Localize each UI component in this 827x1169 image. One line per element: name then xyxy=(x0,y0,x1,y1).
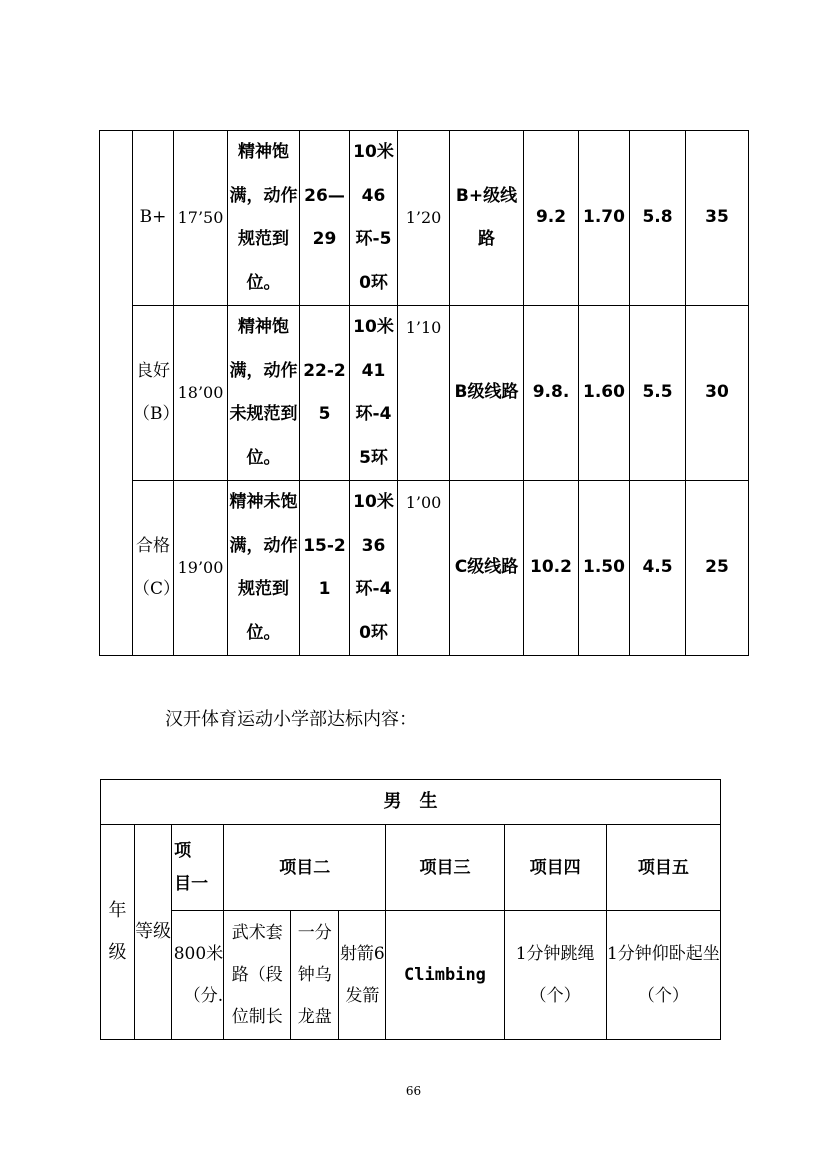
value-cell: 5.5 xyxy=(630,306,686,481)
table-row xyxy=(100,131,749,306)
standards-table-top xyxy=(99,130,749,656)
ring-cell: 10米46环-50环 xyxy=(350,131,398,306)
climbing-header: Climbing xyxy=(386,911,504,1040)
year-cell xyxy=(100,131,133,306)
wushu-header: 武术套路（段位制长 xyxy=(224,911,291,1040)
level-header: 等级 xyxy=(135,825,172,1040)
value-cell: 1.50 xyxy=(579,481,630,656)
item4-header: 项目四 xyxy=(504,825,606,911)
item3-header: 项目三 xyxy=(386,825,504,911)
page-number: 66 xyxy=(405,1084,422,1098)
route-cell: B级线路 xyxy=(450,306,524,481)
item5-header: 项目五 xyxy=(606,825,720,911)
boys-standards-table xyxy=(100,779,721,1040)
wulongpan-header: 一分钟乌龙盘 xyxy=(291,911,339,1040)
spirit-cell: 精神饱满，动作未规范到位。 xyxy=(228,306,300,481)
table-row xyxy=(101,911,721,1040)
grade-cell: 合格（C） xyxy=(133,481,174,656)
value-cell: 30 xyxy=(686,306,749,481)
value-cell: 1.70 xyxy=(579,131,630,306)
time-cell: 17’50 xyxy=(174,131,228,306)
spirit-cell: 精神饱满，动作规范到位。 xyxy=(228,131,300,306)
year-cell xyxy=(100,306,133,481)
route-cell: C级线路 xyxy=(450,481,524,656)
time2-cell: 1’00 xyxy=(398,481,450,656)
value-cell: 5.8 xyxy=(630,131,686,306)
time-cell: 18’00 xyxy=(174,306,228,481)
grade-cell: 良好（B） xyxy=(133,306,174,481)
time2-cell: 1’20 xyxy=(398,131,450,306)
value-cell: 1.60 xyxy=(579,306,630,481)
value-cell: 9.2 xyxy=(524,131,579,306)
value-cell: 25 xyxy=(686,481,749,656)
grade-year-header: 年级 xyxy=(101,825,135,1040)
situp-header: 1分钟仰卧起坐（个） xyxy=(606,911,720,1040)
table-row xyxy=(101,780,721,825)
800m-header: 800米（分. xyxy=(172,911,224,1040)
year-cell xyxy=(100,481,133,656)
value-cell: 4.5 xyxy=(630,481,686,656)
count-cell: 22-25 xyxy=(300,306,350,481)
jump-rope-header: 1分钟跳绳（个） xyxy=(504,911,606,1040)
ring-cell: 10米41环-45环 xyxy=(350,306,398,481)
spirit-cell: 精神未饱满，动作规范到位。 xyxy=(228,481,300,656)
value-cell: 9.8. xyxy=(524,306,579,481)
grade-cell: B+ xyxy=(133,131,174,306)
item2-header: 项目二 xyxy=(224,825,386,911)
value-cell: 35 xyxy=(686,131,749,306)
section-heading: 汉开体育运动小学部达标内容： xyxy=(165,709,417,730)
table-row xyxy=(101,825,721,911)
count-cell: 26—29 xyxy=(300,131,350,306)
table-title: 男 生 xyxy=(101,780,721,825)
value-cell: 10.2 xyxy=(524,481,579,656)
ring-cell: 10米36环-40环 xyxy=(350,481,398,656)
time-cell: 19’00 xyxy=(174,481,228,656)
time2-cell: 1’10 xyxy=(398,306,450,481)
table-row xyxy=(100,306,749,481)
archery-header: 射箭6发箭 xyxy=(339,911,386,1040)
count-cell: 15-21 xyxy=(300,481,350,656)
route-cell: B+级线路 xyxy=(450,131,524,306)
item1-header: 项 目一 xyxy=(172,825,224,911)
table-row xyxy=(100,481,749,656)
